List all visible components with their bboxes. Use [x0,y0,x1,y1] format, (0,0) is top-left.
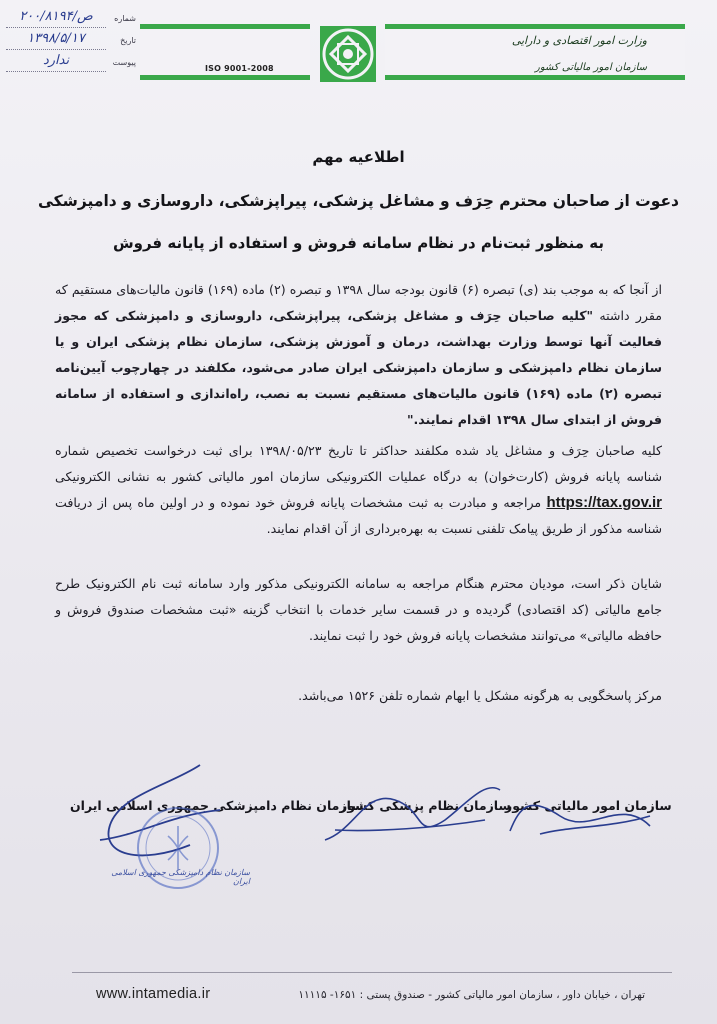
footer-address: تهران ، خیابان داور ، سازمان امور مالیاتی کشور - صندوق پستی : ۱۶۵۱- ۱۱۱۱۵ [298,989,645,1001]
paragraph-4: مرکز پاسخگویی به هرگونه مشکل یا ابهام شماره تلفن ۱۵۲۶ می‌باشد. [298,688,662,703]
handwritten-signature-medical-icon [315,770,505,850]
meta-values [6,6,106,72]
notice-title: اطلاعیه مهم [312,148,405,166]
paragraph-2-start: کلیه صاحبان حِرَف و مشاغل یاد شده مکلفند حداکثر تا تاریخ ۱۳۹۸/۰۵/۲۳ برای ثبت درخواست تخصیص شماره شناسه پایانه فروش (کارت‌خوان) به درگاه عملیات الکترونیکی سازمان امور مالیاتی کشور به نشانی الکترونیکی [55,443,662,484]
paragraph-2 [55,438,662,542]
invitation-title: دعوت از صاحبان محترم حِرَف و مشاغل پزشکی، پیراپزشکی، داروسازی و دامپزشکی [37,192,680,210]
attachment-value: ندارد [6,50,106,72]
handwritten-signature-tax-icon [500,786,660,846]
date-value: ۱۳۹۸/۵/۱۷ [6,28,106,50]
tax-organization-emblem-icon [318,24,378,84]
attachment-label: پیوست [112,58,136,67]
iso-label: ISO 9001-2008 [205,64,274,73]
tax-portal-link[interactable]: https://tax.gov.ir [546,494,662,511]
signature-medical-council: سازمان نظام پزشکی کشور [340,798,511,813]
meta-labels [104,8,136,74]
signature-tax-organization: سازمان امور مالیاتی کشور [505,798,672,813]
organization-name: سازمان امور مالیاتی کشور [535,62,647,73]
number-label: شماره [114,14,136,23]
stamp-caption: سازمان نظام دامپزشکی جمهوری اسلامی ایران [111,868,250,886]
paragraph-3: شایان ذکر است، مودیان محترم هنگام مراجعه به سامانه الکترونیکی مذکور وارد سامانه ثبت نام الکترونیک طرح جامع مالیاتی (کد اقتصادی) گردیده و در قسمت سایر خدمات با انتخاب گزینه «ثبت مشخصات صندوق فروش و حافظه مالیاتی» می‌توانند مشخصات پایانه فروش خود را ثبت نمایند. [55,576,662,643]
ministry-name: وزارت امور اقتصادی و دارایی [511,34,647,47]
paragraph-2-end: مراجعه و مبادرت به ثبت مشخصات پایانه فروش خود نموده و در اولین ماه پس از دریافت شناسه مذکور از طریق پیامک تلفنی نسبت به بهره‌برداری از آن اقدام نمایند. [55,495,662,536]
footer-website[interactable]: www.intamedia.ir [96,986,211,1002]
paragraph-1-quote: "کلیه صاحبان حِرَف و مشاغل پزشکی، پیراپزشکی، داروسازی و دامپزشکی که مجوز فعالیت آنها توسط وزارت بهداشت، درمان و آموزش پزشکی، سازمان نظام پزشکی ایران و یا سازمان نظام دامپزشکی و سازمان دامپزشکی ایران صادر می‌شود، مکلفند در چهارچوب آیین‌نامه تبصره (۲) ماده (۱۶۹) قانون مالیات‌های مستقیم نسبت به نصب، راه‌اندازی و استفاده از سامانه فروش از ابتدای سال ۱۳۹۸ اقدام نمایند." [55,308,662,427]
paragraph-1-intro: از آنجا که به موجب بند (ی) تبصره (۶) قانون بودجه سال ۱۳۹۸ و تبصره (۲) ماده (۱۶۹) قانون مالیات‌های مستقیم که مقرر داشته [55,282,662,323]
footer-divider [72,972,672,973]
paragraph-1 [55,277,662,433]
purpose-title: به منظور ثبت‌نام در نظام سامانه فروش و استفاده از پایانه فروش [112,234,605,252]
date-label: تاریخ [120,36,136,45]
number-value: ۲۰۰/۸۱۹۴/ص [6,6,106,28]
signature-veterinary-organization: سازمان نظام دامپزشکی جمهوری اسلامی ایران [70,798,364,813]
